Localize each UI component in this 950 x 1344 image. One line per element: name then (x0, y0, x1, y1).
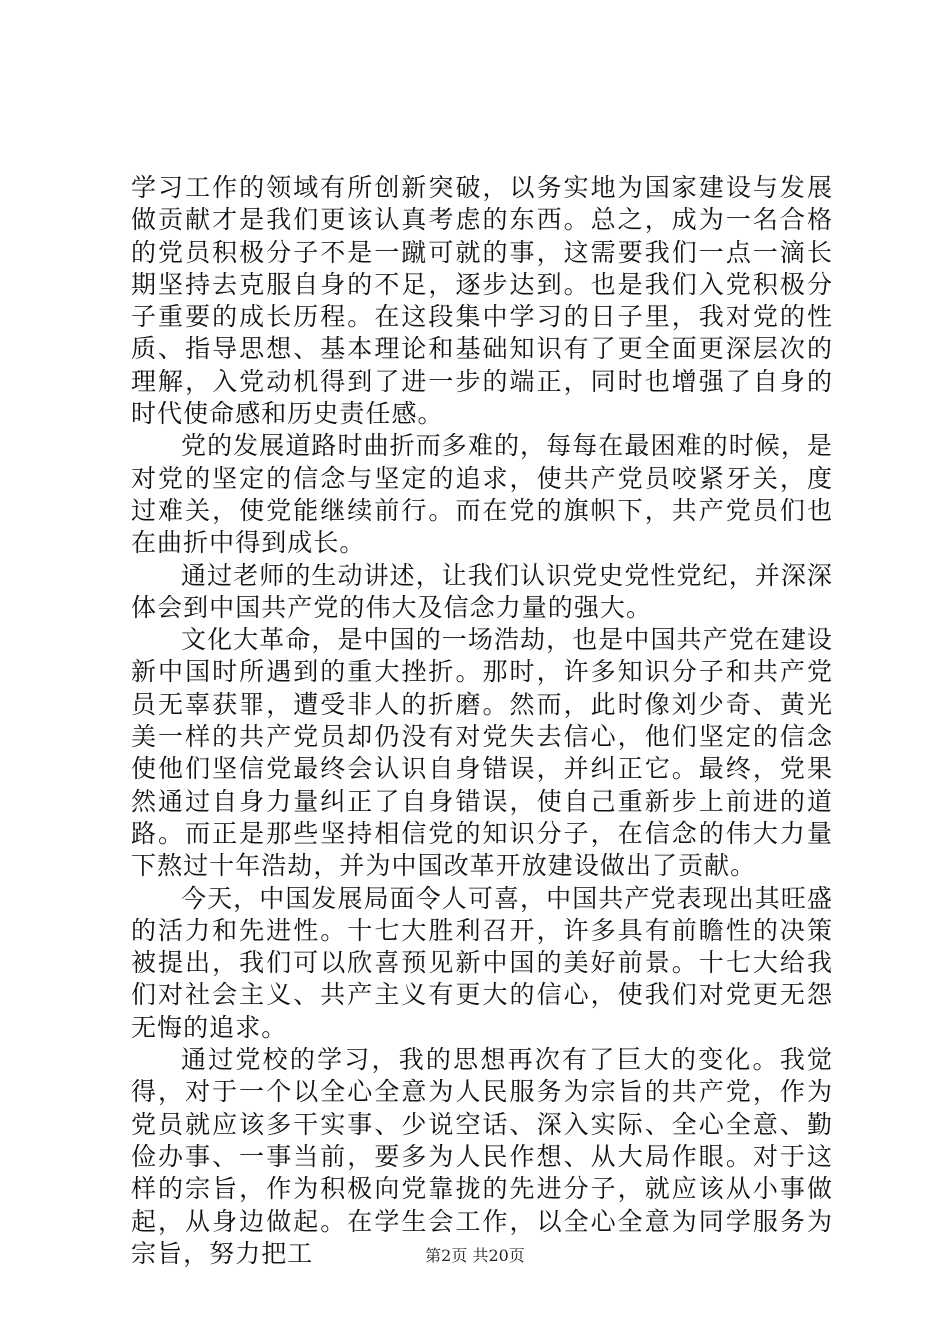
paragraph-6: 通过党校的学习，我的思想再次有了巨大的变化。我觉得，对于一个以全心全意为人民服务为宗旨的共产党，作为党员就应该多干实事、少说空话、深入实际、全心全意、勤俭办事、一事当前，要多为人民作想、从大局作眼。对于这样的宗旨，作为积极向党靠拢的先进分子，就应该从小事做起，从身边做起。在学生会工作，以全心全意为同学服务为宗旨，努力把工 (131, 1045, 833, 1268)
page-number-footer: 第2页 共20页 (425, 1246, 525, 1265)
paragraph-2: 党的发展道路时曲折而多难的，每每在最困难的时候，是对党的坚定的信念与坚定的追求，使共产党员咬紧牙关，度过难关，使党能继续前行。而在党的旗帜下，共产党员们也在曲折中得到成长。 (131, 431, 833, 558)
paragraph-5: 今天，中国发展局面令人可喜，中国共产党表现出其旺盛的活力和先进性。十七大胜利召开，许多具有前瞻性的决策被提出，我们可以欣喜预见新中国的美好前景。十七大给我们对社会主义、共产主义有更大的信心，使我们对党更无怨无悔的追求。 (131, 883, 833, 1042)
paragraph-4: 文化大革命，是中国的一场浩劫，也是中国共产党在建设新中国时所遇到的重大挫折。那时，许多知识分子和共产党员无辜获罪，遭受非人的折磨。然而，此时像刘少奇、黄光美一样的共产党员却仍没有对党失去信心，他们坚定的信念使他们坚信党最终会认识自身错误，并纠正它。最终，党果然通过自身力量纠正了自身错误，使自己重新步上前进的道路。而正是那些坚持相信党的知识分子，在信念的伟大力量下熬过十年浩劫，并为中国改革开放建设做出了贡献。 (131, 625, 833, 881)
body-text (131, 172, 833, 1270)
paragraph-1: 学习工作的领域有所创新突破，以务实地为国家建设与发展做贡献才是我们更该认真考虑的东西。总之，成为一名合格的党员积极分子不是一蹴可就的事，这需要我们一点一滴长期坚持去克服自身的不足，逐步达到。也是我们入党积极分子重要的成长历程。在这段集中学习的日子里，我对党的性质、指导思想、基本理论和基础知识有了更全面更深层次的理解，入党动机得到了进一步的端正，同时也增强了自身的时代使命感和历史责任感。 (131, 173, 833, 429)
paragraph-3: 通过老师的生动讲述，让我们认识党史党性党纪，并深深体会到中国共产党的伟大及信念力量的强大。 (131, 560, 833, 622)
